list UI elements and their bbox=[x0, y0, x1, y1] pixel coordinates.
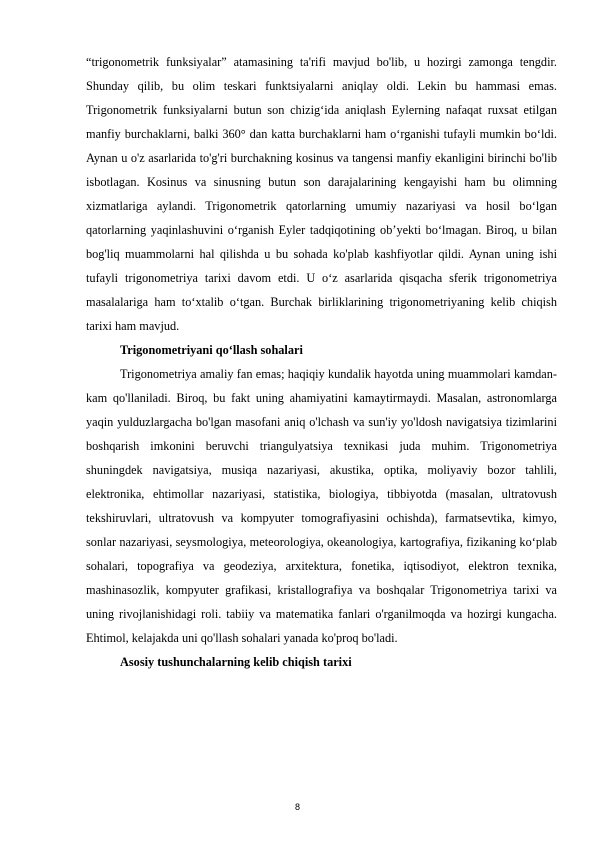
page-content bbox=[86, 50, 557, 674]
paragraph-trigonometric-functions-history: “trigonometrik funksiyalar” atamasining ta'rifi mavjud bo'lib, u hozirgi zamonga tengdir. Shunday qilib, bu olim teskari funktsiyalarni aniqlay oldi. Lekin bu hammasi emas. Trigonometrik funksiyalarni butun son chizig‘ida aniqlash Eylerning nafaqat ruxsat etilgan manfiy burchaklarni, balki 360° dan katta burchaklarni ham o‘rganishi tufayli mumkin bo‘ldi. Aynan u o'z asarlarida to'g'ri burchakning kosinus va tangensi manfiy ekanligini birinchi bo'lib isbotlagan. Kosinus va sinusning butun son darajalarining kengayishi ham bu olimning xizmatlariga aylandi. Trigonometrik qatorlarning umumiy nazariyasi va hosil bo‘lgan qatorlarning yaqinlashuvini o‘rganish Eyler tadqiqotining ob’yekti bo‘lmagan. Biroq, u bilan bog'liq muammolarni hal qilishda u bu sohada ko'plab kashfiyotlar qildi. Aynan uning ishi tufayli trigonometriya tarixi davom etdi. U o‘z asarlarida qisqacha sferik trigonometriya masalalariga ham to‘xtalib o‘tgan. Burchak birliklarining trigonometriyaning kelib chiqish tarixi ham mavjud. bbox=[86, 55, 557, 333]
section-heading-applications: Trigonometriyani qo‘llash sohalari bbox=[120, 343, 303, 357]
page-number: 8 bbox=[294, 802, 300, 812]
paragraph-applications: Trigonometriya amaliy fan emas; haqiqiy kundalik hayotda uning muammolari kamdan-kam qo'llaniladi. Biroq, bu fakt uning ahamiyatini kamaytirmaydi. Masalan, astronomlarga yaqin yulduzlargacha bo'lgan masofani aniq o'lchash va sun'iy yo'ldosh navigatsiya tizimlarini boshqarish imkonini beruvchi triangulyatsiya texnikasi juda muhim. Trigonometriya shuningdek navigatsiya, musiqa nazariyasi, akustika, optika, moliyaviy bozor tahlili, elektronika, ehtimollar nazariyasi, statistika, biologiya, tibbiyotda (masalan, ultratovush tekshiruvlari, ultratovush va kompyuter tomografiyasini ochishda), farmatsevtika, kimyo, sonlar nazariyasi, seysmologiya, meteorologiya, okeanologiya, kartografiya, fizikaning ko‘plab sohalari, topografiya va geodeziya, arxitektura, fonetika, iqtisodiyot, elektron texnika, mashinasozlik, kompyuter grafikasi, kristallografiya va boshqalar Trigonometriya tarixi va uning rivojlanishidagi roli. tabiiy va matematika fanlari o'rganilmoqda va hozirgi kungacha. Ehtimol, kelajakda uni qo'llash sohalari yanada ko'proq bo'ladi. bbox=[86, 367, 557, 645]
section-heading-basic-concepts-origin: Asosiy tushunchalarning kelib chiqish tarixi bbox=[120, 655, 352, 669]
